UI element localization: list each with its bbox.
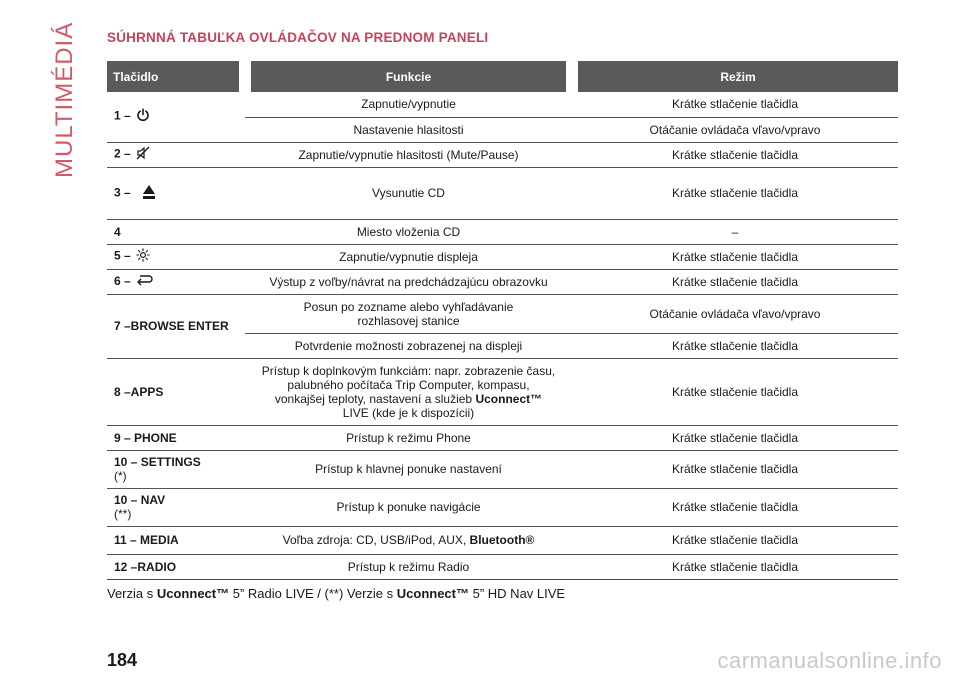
mode-cell: – (572, 219, 898, 244)
brightness-icon (136, 248, 150, 265)
function-cell: Zapnutie/vypnutie (245, 92, 572, 117)
table-row (107, 269, 898, 294)
button-cell: 12 –RADIO (107, 554, 245, 579)
table-row (107, 554, 898, 579)
button-note: (**) (114, 507, 132, 521)
table-row (107, 92, 898, 117)
mode-cell: Krátke stlačenie tlačidla (572, 269, 898, 294)
mode-cell: Krátke stlačenie tlačidla (572, 244, 898, 269)
button-cell (107, 92, 245, 142)
function-cell: Vysunutie CD (245, 167, 572, 219)
button-cell (107, 269, 245, 294)
footnote-text: Verzia s (107, 586, 154, 601)
footnote-text: 5” Radio LIVE / (**) Verzie s (232, 586, 394, 601)
header-button: Tlačidlo (107, 61, 245, 92)
button-cell: 11 – MEDIA (107, 526, 245, 554)
table-row (107, 219, 898, 244)
mode-cell: Krátke stlačenie tlačidla (572, 554, 898, 579)
function-cell (245, 358, 572, 425)
table-row (107, 244, 898, 269)
brand-name: Uconnect™ (156, 586, 230, 601)
button-label: 1 – (114, 108, 131, 123)
function-cell: Zapnutie/vypnutie displeja (245, 244, 572, 269)
function-cell: Výstup z voľby/návrat na predchádzajúcu obrazovku (245, 269, 572, 294)
function-cell: Prístup k ponuke navigácie (245, 488, 572, 526)
button-cell (107, 450, 245, 488)
function-cell: Posun po zozname alebo vyhľadávanie rozhlasovej stanice (245, 294, 572, 333)
button-label: 10 – NAV (114, 493, 166, 507)
controls-table (107, 61, 898, 580)
table-footnote (107, 586, 565, 601)
table-row (107, 526, 898, 554)
table-header-row (107, 61, 898, 92)
function-text: Prístup k doplnkovým funkciám: napr. zobrazenie času, palubného počítača Trip Computer, kompasu, vonkajšej teploty, nastavení a služieb (261, 363, 556, 406)
mode-cell: Krátke stlačenie tlačidla (572, 526, 898, 554)
function-cell: Prístup k režimu Phone (245, 425, 572, 450)
button-label: 5 – (114, 248, 131, 263)
mode-cell: Krátke stlačenie tlačidla (572, 425, 898, 450)
power-icon (136, 108, 150, 125)
mode-cell: Krátke stlačenie tlačidla (572, 450, 898, 488)
function-cell: Miesto vloženia CD (245, 219, 572, 244)
button-label: 3 – (114, 185, 131, 200)
button-label: 10 – SETTINGS (114, 455, 201, 469)
function-text: Voľba zdroja: CD, USB/iPod, AUX, (282, 533, 467, 547)
button-cell: 4 (107, 219, 245, 244)
watermark: carmanualsonline.info (717, 648, 942, 673)
header-mode: Režim (572, 61, 898, 92)
header-function: Funkcie (245, 61, 572, 92)
button-cell: 9 – PHONE (107, 425, 245, 450)
function-cell: Zapnutie/vypnutie hlasitosti (Mute/Pause) (245, 142, 572, 167)
page-title: SÚHRNNÁ TABUĽKA OVLÁDAČOV NA PREDNOM PANELI (107, 30, 489, 45)
table-row (107, 167, 898, 219)
table-row (107, 488, 898, 526)
page-number: 184 (107, 650, 138, 670)
button-note: (*) (114, 469, 127, 483)
button-cell (107, 167, 245, 219)
function-cell: Prístup k režimu Radio (245, 554, 572, 579)
button-cell: 7 –BROWSE ENTER (107, 294, 245, 358)
button-cell (107, 488, 245, 526)
mode-cell: Krátke stlačenie tlačidla (572, 333, 898, 358)
mode-cell: Krátke stlačenie tlačidla (572, 92, 898, 117)
mode-cell: Krátke stlačenie tlačidla (572, 167, 898, 219)
button-label: 6 – (114, 273, 131, 288)
function-cell (245, 526, 572, 554)
table-row (107, 450, 898, 488)
button-cell (107, 142, 245, 167)
button-cell: 8 –APPS (107, 358, 245, 425)
button-label: 2 – (114, 146, 131, 161)
brand-name: Uconnect™ (475, 391, 543, 406)
button-cell (107, 244, 245, 269)
back-arrow-icon (136, 274, 154, 289)
table-row (107, 358, 898, 425)
footnote-text: 5” HD Nav LIVE (472, 586, 566, 601)
table-row (107, 142, 898, 167)
function-text: LIVE (kde je k dispozícii) (342, 405, 475, 420)
function-cell: Potvrdenie možnosti zobrazenej na displeji (245, 333, 572, 358)
function-cell: Nastavenie hlasitosti (245, 117, 572, 142)
eject-icon (142, 184, 156, 203)
table-row (107, 294, 898, 333)
section-side-label: MULTIMÉDIÁ (51, 21, 78, 179)
brand-name: Bluetooth® (469, 533, 535, 547)
mode-cell: Otáčanie ovládača vľavo/vpravo (572, 117, 898, 142)
mute-icon (136, 146, 150, 163)
mode-cell: Krátke stlačenie tlačidla (572, 488, 898, 526)
mode-cell: Otáčanie ovládača vľavo/vpravo (572, 294, 898, 333)
mode-cell: Krátke stlačenie tlačidla (572, 358, 898, 425)
brand-name: Uconnect™ (396, 586, 469, 601)
function-cell: Prístup k hlavnej ponuke nastavení (245, 450, 572, 488)
mode-cell: Krátke stlačenie tlačidla (572, 142, 898, 167)
table-row (107, 425, 898, 450)
